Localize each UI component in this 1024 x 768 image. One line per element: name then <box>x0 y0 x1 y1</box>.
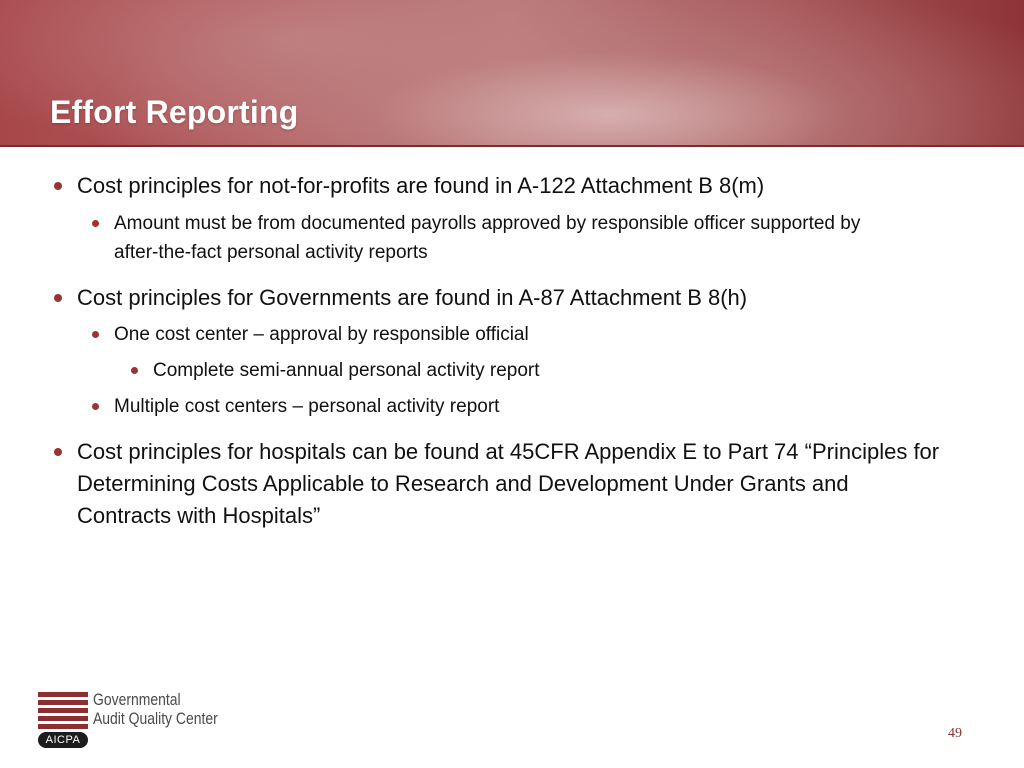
bullet-item <box>77 436 947 532</box>
bullet-text: Cost principles for hospitals can be found at 45CFR Appendix E to Part 74 “Principles for Determining Costs Applicable to Research and Development Under Grants and Contracts with Hospitals” <box>77 439 940 528</box>
sub-bullet-item <box>114 209 904 267</box>
logo-text <box>93 690 218 728</box>
bullet-item <box>77 170 977 202</box>
bullet-text: Complete semi-annual personal activity report <box>153 360 540 381</box>
bullet-text: One cost center – approval by responsible official <box>114 324 529 345</box>
sub-sub-bullet-item <box>153 356 913 385</box>
title-banner <box>0 0 1024 145</box>
bullet-text: Cost principles for Governments are found in A-87 Attachment B 8(h) <box>77 285 748 310</box>
bullet-dot-icon <box>92 403 99 410</box>
bullet-dot-icon <box>54 448 62 456</box>
bullet-dot-icon <box>131 367 138 374</box>
aicpa-badge: AICPA <box>38 732 88 748</box>
page-number: 49 <box>948 726 962 741</box>
bullet-text: Amount must be from documented payrolls approved by responsible officer supported by after-the-fact personal activity reports <box>114 213 861 263</box>
bullet-dot-icon <box>92 331 99 338</box>
gaqc-logo <box>38 690 238 752</box>
slide-title: Effort Reporting <box>50 94 299 130</box>
logo-line-1: Governmental <box>93 690 181 709</box>
bullet-dot-icon <box>54 182 62 190</box>
sub-bullet-item <box>114 320 904 349</box>
logo-bars-icon <box>38 692 88 732</box>
bullet-text: Cost principles for not-for-profits are found in A-122 Attachment B 8(m) <box>77 173 765 198</box>
bullet-dot-icon <box>92 220 99 227</box>
bullet-text: Multiple cost centers – personal activity report <box>114 396 500 417</box>
logo-line-2: Audit Quality Center <box>93 709 218 728</box>
bullet-dot-icon <box>54 294 62 302</box>
bullet-item <box>77 282 977 314</box>
sub-bullet-item <box>114 392 904 421</box>
title-divider <box>0 145 1024 147</box>
